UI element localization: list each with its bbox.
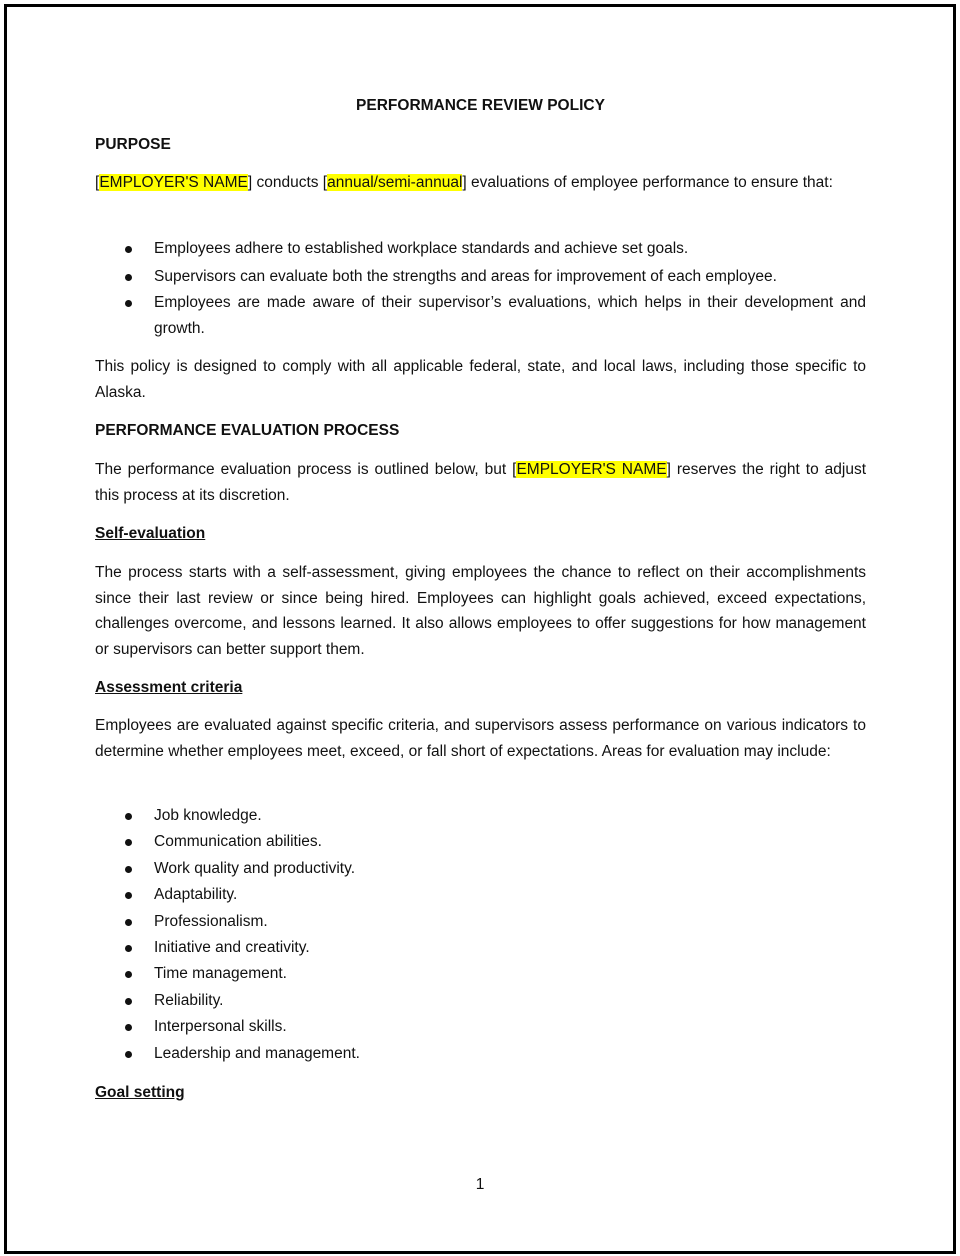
bullet-icon xyxy=(125,1051,132,1058)
purpose-intro-paragraph xyxy=(95,170,866,196)
goal-setting-heading: Goal setting xyxy=(95,1084,185,1101)
list-item-text: Work quality and productivity. xyxy=(154,859,356,877)
list-item xyxy=(95,1014,866,1040)
compliance-paragraph: This policy is designed to comply with all applicable federal, state, and local laws, including those specific to Alaska. xyxy=(95,358,866,401)
self-evaluation-paragraph: The process starts with a self-assessment, giving employees the chance to reflect on their accomplishments since their last review or since being hired. Employees can highlight goals achieved, exceed expectations, challenges overcome, and lessons learned. It also allows employees to offer suggestions for how management or supervisors can better support them. xyxy=(95,564,866,658)
list-item-text: Employees adhere to established workplace standards and achieve set goals. xyxy=(154,240,689,257)
bullet-icon xyxy=(125,998,132,1005)
assessment-criteria-paragraph: Employees are evaluated against specific criteria, and supervisors assess performance on various indicators to determine whether employees meet, exceed, or fall short of expectations. Areas for evaluation may include: xyxy=(95,717,866,760)
bullet-icon xyxy=(125,274,132,281)
bullet-icon xyxy=(125,813,132,820)
employer-name-placeholder: EMPLOYER'S NAME xyxy=(516,461,667,478)
list-item-text: Supervisors can evaluate both the strengths and areas for improvement of each employee. xyxy=(154,267,777,285)
employer-name-placeholder: EMPLOYER'S NAME xyxy=(99,174,248,191)
purpose-heading: PURPOSE xyxy=(95,136,171,153)
process-intro-paragraph xyxy=(95,457,866,508)
intro-text-2: ] evaluations of employee performance to ensure that: xyxy=(462,174,833,191)
bullet-icon xyxy=(125,839,132,846)
process-heading: PERFORMANCE EVALUATION PROCESS xyxy=(95,422,400,439)
list-item xyxy=(95,961,866,987)
list-item-text: Job knowledge. xyxy=(154,807,262,824)
bullet-icon xyxy=(125,300,132,307)
list-item-text: Initiative and creativity. xyxy=(154,939,310,957)
list-item-text: Communication abilities. xyxy=(154,833,322,851)
list-item-text: Employees are made aware of their supervisor’s evaluations, which helps in their development and growth. xyxy=(154,294,866,337)
list-item xyxy=(95,290,866,341)
bracket-open: [ xyxy=(95,174,100,191)
bullet-icon xyxy=(125,1024,132,1031)
document-title: PERFORMANCE REVIEW POLICY xyxy=(356,97,605,114)
list-item xyxy=(95,264,866,290)
frequency-placeholder: annual/semi-annual xyxy=(327,174,463,191)
list-item-text: Time management. xyxy=(154,965,287,983)
list-item xyxy=(95,935,866,961)
list-item-text: Professionalism. xyxy=(154,912,268,930)
list-item-text: Interpersonal skills. xyxy=(154,1018,287,1036)
list-item-text: Adaptability. xyxy=(154,886,238,904)
criteria-bullet-list xyxy=(95,803,866,1067)
list-item xyxy=(95,803,866,829)
bullet-icon xyxy=(125,971,132,978)
list-item xyxy=(95,988,866,1014)
list-item xyxy=(95,882,866,908)
bullet-icon xyxy=(125,246,132,253)
list-item-text: Leadership and management. xyxy=(154,1044,360,1062)
list-item xyxy=(95,856,866,882)
bullet-icon xyxy=(125,892,132,899)
intro-text-1: ] conducts [ xyxy=(247,174,328,191)
list-item xyxy=(95,236,866,262)
list-item xyxy=(95,829,866,855)
list-item xyxy=(95,1041,866,1067)
list-item-text: Reliability. xyxy=(154,991,224,1009)
purpose-bullet-list xyxy=(95,236,866,341)
assessment-criteria-heading: Assessment criteria xyxy=(95,679,243,696)
bullet-icon xyxy=(125,945,132,952)
page-number: 1 xyxy=(475,1176,485,1193)
process-text-1: The performance evaluation process is outlined below, but [ xyxy=(95,461,517,478)
process-text-2: ] reserves the right to adjust this process at its discretion. xyxy=(95,461,866,504)
self-evaluation-heading: Self-evaluation xyxy=(95,525,206,542)
bullet-icon xyxy=(125,866,132,873)
list-item xyxy=(95,909,866,935)
bullet-icon xyxy=(125,919,132,926)
